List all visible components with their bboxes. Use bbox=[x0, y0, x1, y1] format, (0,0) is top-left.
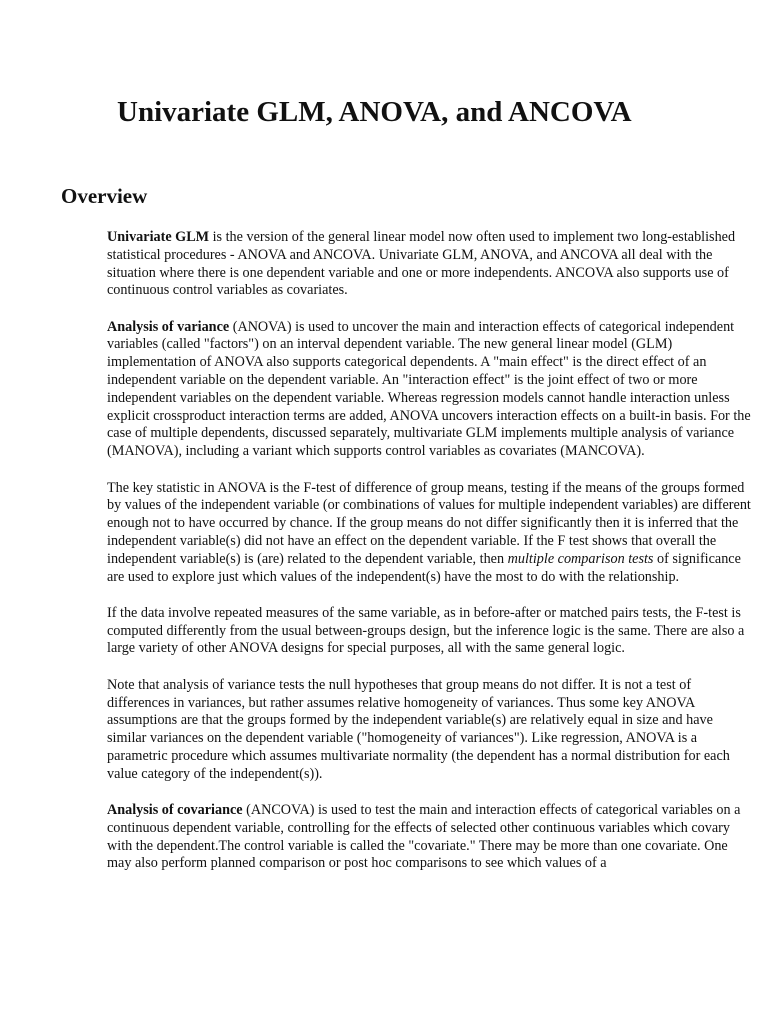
paragraph-null-hypotheses bbox=[107, 677, 755, 784]
term-analysis-of-covariance: Analysis of covariance bbox=[107, 802, 243, 819]
term-univariate-glm: Univariate GLM bbox=[107, 229, 210, 245]
paragraph-text: The key statistic in ANOVA is the F-test of difference of group means, testing if the means of the groups formed by values of the independent variable (or combinations of values for multiple independent variables) are different enough not to have occurred by chance. If the group means do not differ significantly then it is inferred that the independent variable(s) did not have an effect on the dependent variable. If the F test shows that overall the independent variable(s) is (are) related to the dependent variable, then bbox=[107, 479, 751, 567]
paragraph-univariate-glm bbox=[107, 229, 755, 300]
document-body bbox=[107, 229, 755, 892]
emphasis-multiple-comparison-tests: multiple comparison tests bbox=[507, 550, 654, 567]
paragraph-analysis-of-covariance bbox=[107, 802, 755, 873]
paragraph-text: Note that analysis of variance tests the null hypotheses that group means do not differ. It is not a test of differences in variances, but rather assumes relative homogeneity of variances. Thus some key ANOVA assumptions are that the groups formed by the independent variable(s) are relatively equal in size and have similar variances on the dependent variable ("homogeneity of variances"). Like regression, ANOVA is a parametric procedure which assumes multivariate normality (the dependent has a normal distribution for each value category of the independent(s)). bbox=[107, 676, 730, 782]
paragraph-text: (ANCOVA) is used to test the main and interaction effects of categorical variables on a continuous dependent variable, controlling for the effects of selected other continuous variables which covary with the dependent.The control variable is called the "covariate." There may be more than one covariate. One may also perform planned comparison or post hoc comparisons to see which values of a bbox=[107, 802, 741, 872]
paragraph-f-test bbox=[107, 480, 755, 587]
document-title: Univariate GLM, ANOVA, and ANCOVA bbox=[117, 96, 632, 128]
paragraph-analysis-of-variance bbox=[107, 319, 755, 461]
section-heading-overview: Overview bbox=[61, 184, 148, 208]
term-analysis-of-variance: Analysis of variance bbox=[107, 318, 230, 335]
paragraph-repeated-measures bbox=[107, 605, 755, 658]
paragraph-text: of significance are used to explore just which values of the independent(s) have the most to do with the relationship. bbox=[107, 550, 741, 585]
paragraph-text: (ANOVA) is used to uncover the main and interaction effects of categorical independent variables (called "factors") on an interval dependent variable. The new general linear model (GLM) implementation of ANOVA also supports categorical dependents. A "main effect" is the direct effect of an independent variable on the dependent variable. An "interaction effect" is the joint effect of two or more independent variables on the dependent variable. Whereas regression models cannot handle interaction unless explicit crossproduct interaction terms are added, ANOVA uncovers interaction effects on a built-in basis. For the case of multiple dependents, discussed separately, multivariate GLM implements multiple analysis of variance (MANOVA), including a variant which supports control variables as covariates (MANCOVA). bbox=[107, 318, 751, 460]
paragraph-text: is the version of the general linear model now often used to implement two long-established statistical procedures - ANOVA and ANCOVA. Univariate GLM, ANOVA, and ANCOVA all deal with the situation where there is one dependent variable and one or more independents. ANCOVA also supports use of continuous control variables as covariates. bbox=[107, 229, 736, 299]
paragraph-text: If the data involve repeated measures of the same variable, as in before-after or matched pairs tests, the F-test is computed differently from the usual between-groups design, but the inference logic is the same. There are also a large variety of other ANOVA designs for special purposes, all with the same general logic. bbox=[107, 604, 745, 657]
